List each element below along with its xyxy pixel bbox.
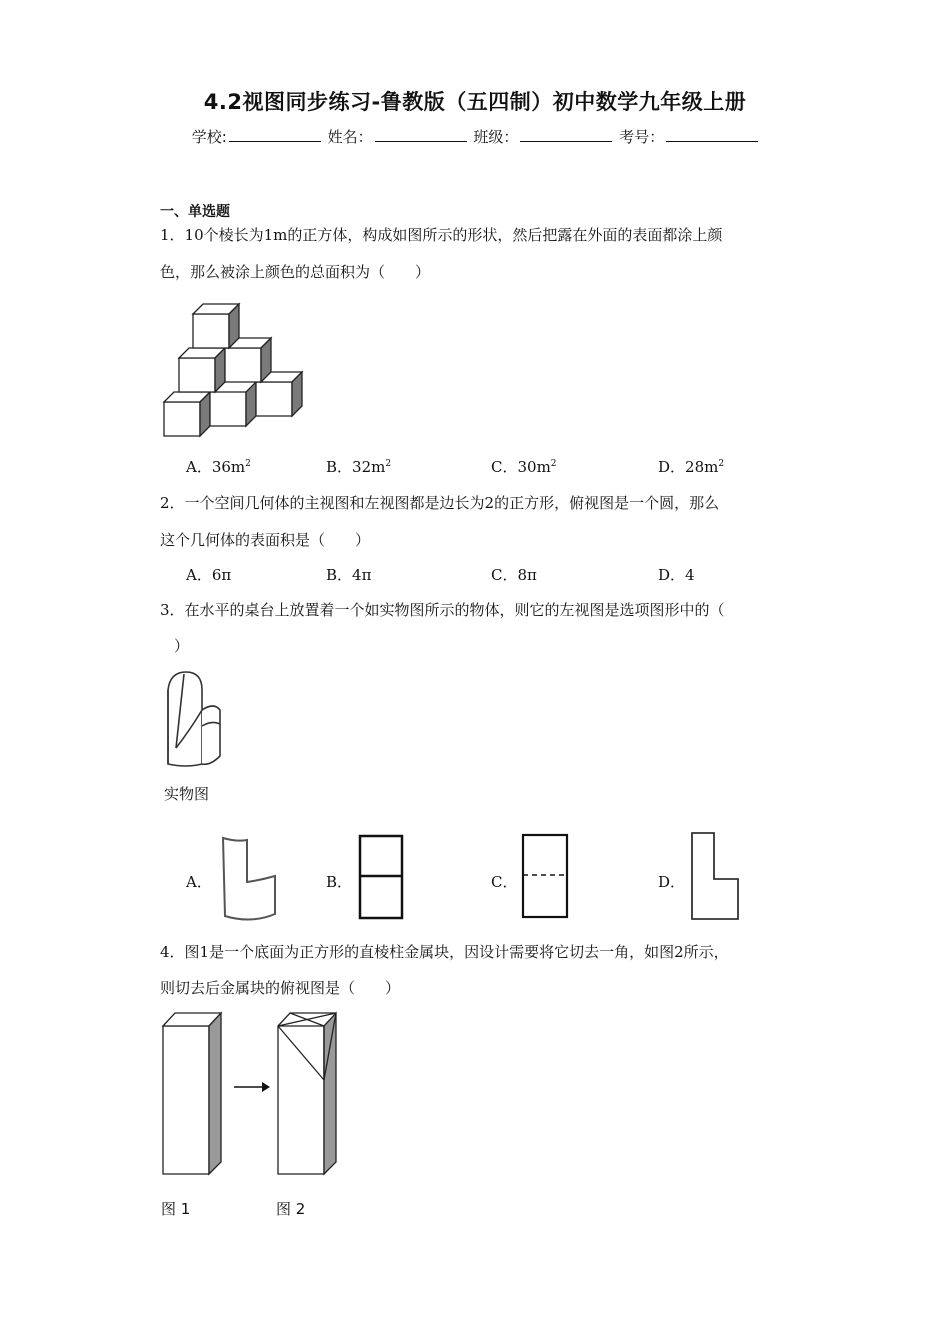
question-4-line1: 4．图1是一个底面为正方形的直棱柱金属块，因设计需要将它切去一角，如图2所示， [160,943,729,961]
figure-1-caption: 图 1 [161,1200,191,1218]
question-3-option-c[interactable]: C． [491,873,518,891]
school-label: 学校: [191,128,227,146]
page-title: 4.2视图同步练习-鲁教版（五四制）初中数学九年级上册 [203,90,747,114]
question-1-option-a[interactable]: A．$36m^2$ [186,458,251,476]
school-blank [229,127,321,142]
class-blank [520,127,612,142]
question-3-option-b[interactable]: B． [326,873,353,891]
arrow-icon [234,1080,270,1094]
option-a-figure [217,834,281,924]
section-title: 一、单选题 [160,204,230,220]
question-1-line2: 色，那么被涂上颜色的总面积为（ ） [160,263,431,281]
figure-2-caption: 图 2 [276,1200,306,1218]
question-3-line2: ） [174,637,190,655]
name-blank [375,127,467,142]
question-2-line1: 2．一个空间几何体的主视图和左视图都是边长为2的正方形，俯视图是一个圆，那么 [160,494,720,512]
question-2-option-c[interactable]: C．8π [491,566,537,584]
cube-stack-figure [162,296,307,438]
question-1-line1: 1．10个棱长为1m的正方体，构成如图所示的形状，然后把露在外面的表面都涂上颜 [160,226,723,244]
question-2-option-b[interactable]: B．4π [326,566,372,584]
question-3-option-a[interactable]: A． [186,873,212,891]
question-2-option-a[interactable]: A．6π [186,566,232,584]
physical-object-figure [162,668,226,772]
option-b-figure [358,834,404,920]
question-3-line1: 3．在水平的桌台上放置着一个如实物图所示的物体，则它的左视图是选项图形中的（ [160,601,725,619]
name-label: 姓名： [327,128,373,146]
question-2-option-d[interactable]: D．4 [658,566,695,584]
option-c-figure [521,833,569,919]
exam-no-label: 考号： [619,128,665,146]
figure-1-prism [161,1010,225,1178]
question-1-option-c[interactable]: C．$30m^2$ [491,458,557,476]
question-1-option-d[interactable]: D．$28m^2$ [658,458,725,476]
physical-object-caption: 实物图 [164,785,210,803]
question-1-option-b[interactable]: B．$32m^2$ [326,458,392,476]
question-2-line2: 这个几何体的表面积是（ ） [160,531,371,549]
exam-no-blank [666,127,758,142]
question-3-option-d[interactable]: D． [658,873,686,891]
option-d-figure [690,831,742,923]
class-label: 班级： [473,128,519,146]
student-info-row [0,126,950,147]
figure-2-cut-prism [276,1010,340,1178]
question-4-line2: 则切去后金属块的俯视图是（ ） [160,979,401,997]
